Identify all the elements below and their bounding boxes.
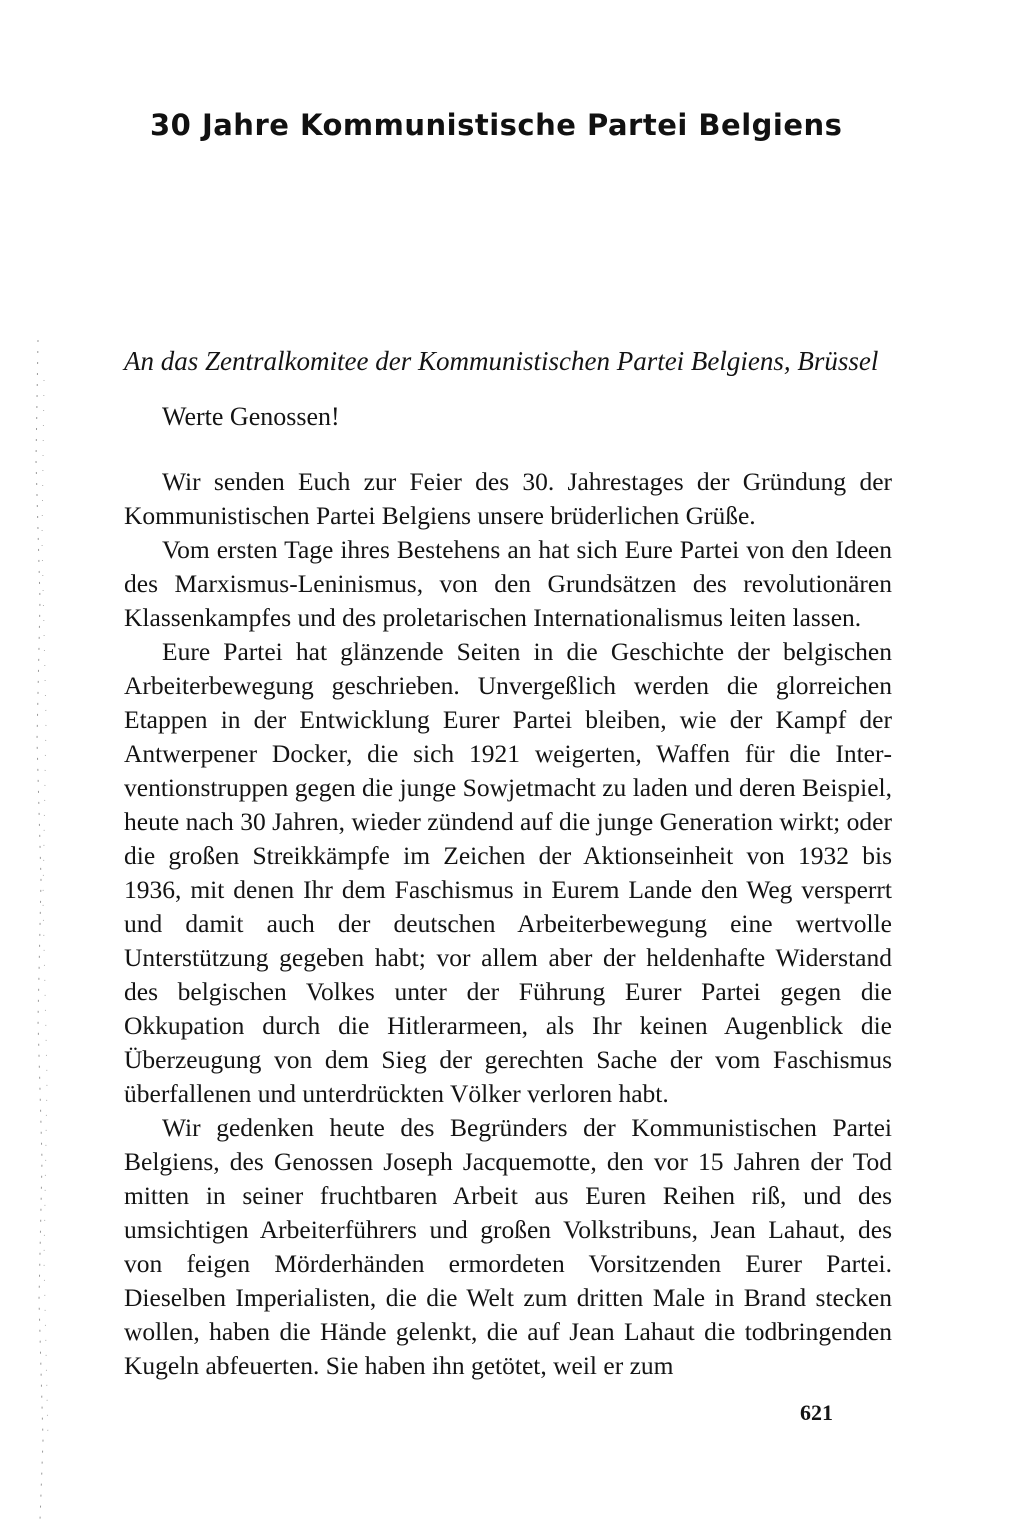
paragraph: Eure Partei hat glänzende Seiten in die Geschichte der belgischen Arbeiterbewegung geschrieben. Unvergeßlich werden die glorreichen Etappen in der Entwicklung Eurer Partei bleiben, wie der Kampf der Antwerpener Docker, die sich 1921 weigerten, Waffen für die Interventionstruppen gegen die junge Sowjetmacht zu laden und deren Beispiel, heute nach 30 Jahren, wieder zündend auf die junge Generation wirkt; oder die großen Streikkämpfe im Zeichen der Aktionseinheit von 1932 bis 1936, mit denen Ihr dem Faschismus in Eurem Lande den Weg versperrt und damit auch der deutschen Arbeiterbewegung eine wertvolle Unterstützung gegeben habt; vor allem aber der heldenhafte Widerstand des belgischen Volkes unter der Führung Eurer Partei gegen die Okkupation durch die Hitlerarmeen, als Ihr keinen Augenblick die Überzeugung von dem Sieg der gerechten Sache der vom Faschismus überfallenen und unterdrückten Völker verloren habt. <box>124 637 892 1108</box>
page-title: 30 Jahre Kommunistische Partei Belgiens <box>150 108 843 142</box>
scan-edge-marks <box>30 340 52 1520</box>
paragraph: Wir gedenken heute des Begründers der Kommunistischen Partei Belgiens, des Genossen Joseph Jacquemotte, den vor 15 Jahren der Tod mitten in seiner fruchtbaren Arbeit aus Euren Reihen riß, und des umsichtigen Arbeiterführers und großen Volkstribuns, Jean Lahaut, des von feigen Mörderhänden ermordeten Vorsitzenden Eurer Partei. Dieselben Imperialisten, die die Welt zum dritten Male in Brand stecken wollen, haben die Hände gelenkt, die auf Jean Lahaut die todbringenden Kugeln abfeuerten. Sie haben ihn getötet, weil er zum <box>124 1113 892 1380</box>
letter-body <box>124 465 892 1383</box>
recipient-line: An das Zentralkomitee der Kommunistischen Partei Belgiens, Brüssel <box>124 346 879 376</box>
paragraph: Wir senden Euch zur Feier des 30. Jahrestages der Gründung der Kommunistischen Partei Belgiens unsere brüderlichen Grüße. <box>124 467 892 530</box>
page-number: 621 <box>800 1400 833 1425</box>
salutation: Werte Genossen! <box>162 402 340 431</box>
paragraph: Vom ersten Tage ihres Bestehens an hat sich Eure Partei von den Ideen des Marxismus-Leninismus, von den Grundsätzen des revolutionären Klassenkampfes und des proletarischen Internationalismus leiten lassen. <box>124 535 892 632</box>
